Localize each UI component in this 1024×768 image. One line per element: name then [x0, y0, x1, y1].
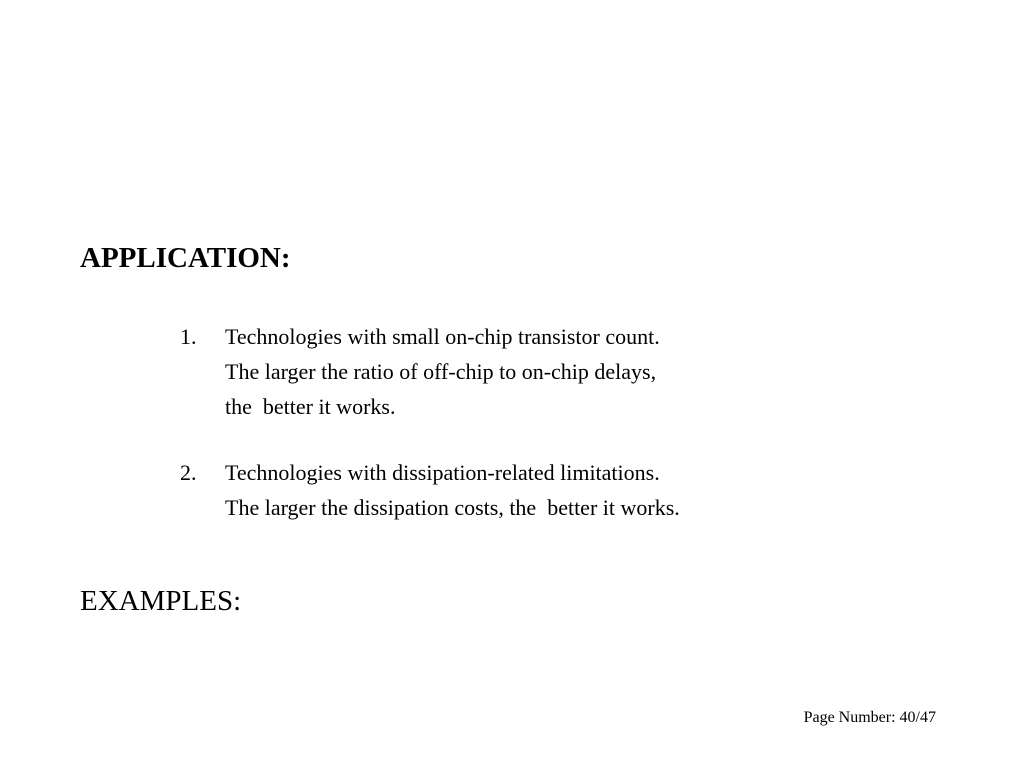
list-item-text	[225, 455, 680, 525]
list-item-text	[225, 319, 660, 424]
examples-heading: EXAMPLES:	[80, 585, 242, 617]
list-item-line: the better it works.	[225, 394, 396, 419]
application-heading: APPLICATION:	[80, 242, 291, 274]
list-item-line: The larger the dissipation costs, the better it works.	[225, 495, 680, 520]
list-item-line: Technologies with small on-chip transistor count.	[225, 324, 660, 349]
page-number: Page Number: 40/47	[803, 709, 936, 726]
list-item-line: The larger the ratio of off-chip to on-chip delays,	[225, 359, 657, 384]
list-item-number: 1.	[180, 324, 197, 349]
list-item-number: 2.	[180, 460, 197, 485]
list-item-line: Technologies with dissipation-related limitations.	[225, 460, 660, 485]
